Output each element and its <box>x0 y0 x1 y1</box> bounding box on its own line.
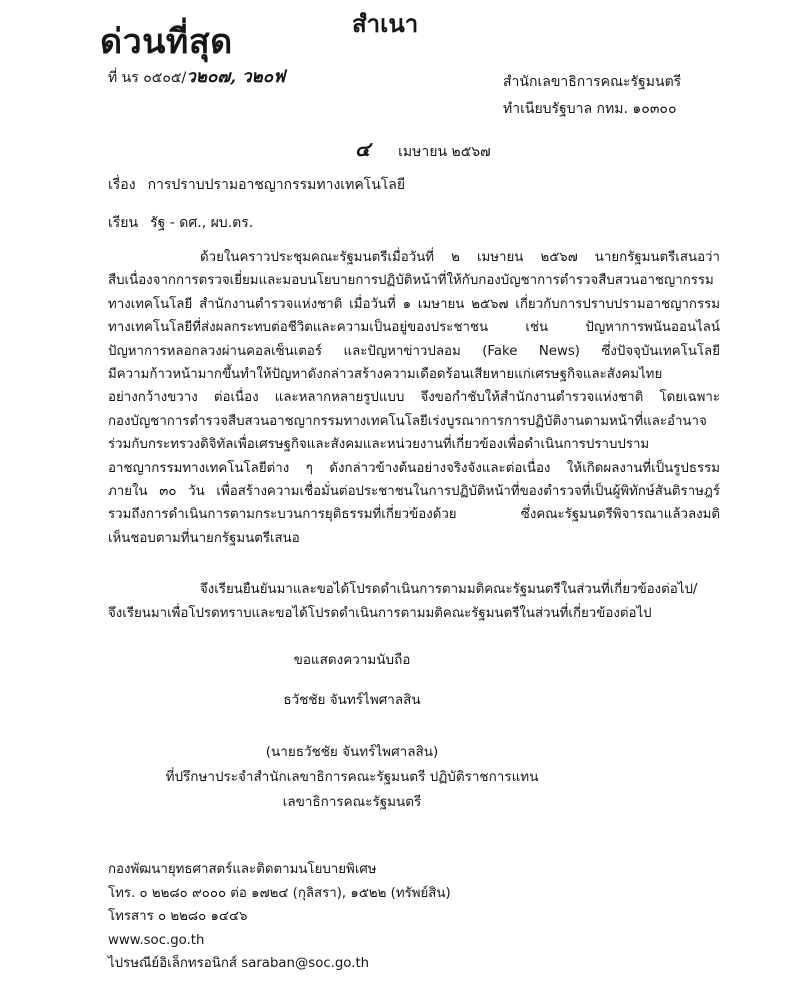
body-line: ทางเทคโนโลยี สำนักงานตำรวจแห่งชาติ เมื่อวันที่ ๑ เมษายน ๒๕๖๗ เกี่ยวกับการปราบปรามอาชญากรรม <box>108 296 720 312</box>
footer-website: www.soc.go.th <box>108 932 205 948</box>
body-line: รวมถึงการดำเนินการตามกระบวนการยุติธรรมที่เกี่ยวข้องด้วย ซึ่งคณะรัฐมนตรีพิจารณาแล้วลงมติ <box>108 507 720 523</box>
addressee-line <box>108 212 253 234</box>
body-line: อาชญากรรมทางเทคโนโลยีต่าง ๆ ดังกล่าวข้างต้นอย่างจริงจังและต่อเนื่อง ให้เกิดผลงานที่เป็นรูปธรรม <box>108 460 720 476</box>
signatory-full-name: (นายธวัชชัย จันทร์ไพศาลสิน) <box>265 744 439 760</box>
urgency-mark: ด่วนที่สุด <box>100 22 233 62</box>
request-paragraph <box>108 578 720 626</box>
subject-text: การปราบปรามอาชญากรรมทางเทคโนโลยี <box>147 177 406 193</box>
reference-number <box>108 63 285 90</box>
body-line: ปัญหาการหลอกลวงผ่านคอลเซ็นเตอร์ และปัญหาข่าวปลอม (Fake News) ซึ่งปัจจุบันเทคโนโลยี <box>108 343 720 359</box>
body-line: ภายใน ๓๐ วัน เพื่อสร้างความเชื่อมั่นต่อประชาชนในการปฏิบัติหน้าที่ของตำรวจที่เป็นผู้พิทักษ์สันติราษฎร์ <box>108 484 720 500</box>
footer-fax: โทรสาร ๐ ๒๒๘๐ ๑๔๔๖ <box>108 909 248 925</box>
subject-label: เรื่อง <box>108 177 136 193</box>
body-line: อย่างกว้างขวาง ต่อเนื่อง และหลากหลายรูปแบบ จึงขอกำชับให้สำนักงานตำรวจแห่งชาติ โดยเฉพาะ <box>108 390 720 406</box>
body-line: ทางเทคโนโลยีที่ส่งผลกระทบต่อชีวิตและความเป็นอยู่ของประชาชน เช่น ปัญหาการพนันออนไลน์ <box>108 320 720 336</box>
addressee-text: รัฐ - ดศ., ผบ.ตร. <box>150 215 254 231</box>
footer-division: กองพัฒนายุทธศาสตร์และติดตามนโยบายพิเศษ <box>108 862 377 877</box>
request-line: จึงเรียนยืนยันมาและขอได้โปรดดำเนินการตามมติคณะรัฐมนตรีในส่วนที่เกี่ยวข้องต่อไป/ <box>200 582 698 597</box>
reference-handwritten: ว๒๐๗, ว๒๐ฟ <box>186 67 286 87</box>
signature-name: ธวัชชัย จันทร์ไพศาลสิน <box>283 692 421 708</box>
body-line: เห็นชอบตามที่นายกรัฐมนตรีเสนอ <box>108 530 300 546</box>
body-line: ด้วยในคราวประชุมคณะรัฐมนตรีเมื่อวันที่ ๒ เมษายน ๒๕๖๗ นายกรัฐมนตรีเสนอว่า <box>200 250 720 265</box>
document-date <box>355 133 491 165</box>
date-month-year: เมษายน ๒๕๖๗ <box>398 144 491 160</box>
request-line: จึงเรียนมาเพื่อโปรดทราบและขอได้โปรดดำเนินการตามมติคณะรัฐมนตรีในส่วนที่เกี่ยวข้องต่อไป <box>108 606 652 621</box>
office-name: สำนักเลขาธิการคณะรัฐมนตรี <box>503 74 682 90</box>
body-line: ร่วมกับกระทรวงดิจิทัลเพื่อเศรษฐกิจและสังคมและหน่วยงานที่เกี่ยวข้องเพื่อดำเนินการปราบปราม <box>108 437 650 453</box>
body-line: มีความก้าวหน้ามากขึ้นทำให้ปัญหาดังกล่าวสร้างความเดือดร้อนเสียหายแก่เศรษฐกิจและสังคมไทย <box>108 367 663 383</box>
signatory-position: ที่ปรึกษาประจำสำนักเลขาธิการคณะรัฐมนตรี ปฏิบัติราชการแทน <box>165 769 539 785</box>
closing-phrase: ขอแสดงความนับถือ <box>293 652 411 668</box>
signatory-position-title: เลขาธิการคณะรัฐมนตรี <box>282 794 422 810</box>
copy-mark: สำเนา <box>352 10 419 38</box>
body-line: กองบัญชาการตำรวจสืบสวนอาชญากรรมทางเทคโนโลยีเร่งบูรณาการการปฏิบัติงานตามหน้าที่และอำนาจ <box>108 413 707 429</box>
footer-email: ไปรษณีย์อิเล็กทรอนิกส์ saraban@soc.go.th <box>108 956 370 972</box>
addressee-label: เรียน <box>108 215 139 231</box>
reference-prefix: ที่ นร ๐๕๐๕/ <box>108 70 187 86</box>
body-line: สืบเนื่องจากการตรวจเยี่ยมและมอบนโยบายการปฏิบัติหน้าที่ให้กับกองบัญชาการตำรวจสืบสวนอาชญากรรม <box>108 273 714 289</box>
body-paragraph <box>108 246 720 550</box>
contact-footer <box>108 858 451 976</box>
subject-line <box>108 174 405 196</box>
office-address: ทำเนียบรัฐบาล กทม. ๑๐๓๐๐ <box>503 101 677 117</box>
footer-phone: โทร. ๐ ๒๒๘๐ ๙๐๐๐ ต่อ ๑๗๒๔ (กุลิสรา), ๑๕๒๒ (ทรัพย์สิน) <box>108 885 451 901</box>
issuing-office <box>503 69 681 123</box>
date-day-handwritten: ๔ <box>355 137 371 161</box>
